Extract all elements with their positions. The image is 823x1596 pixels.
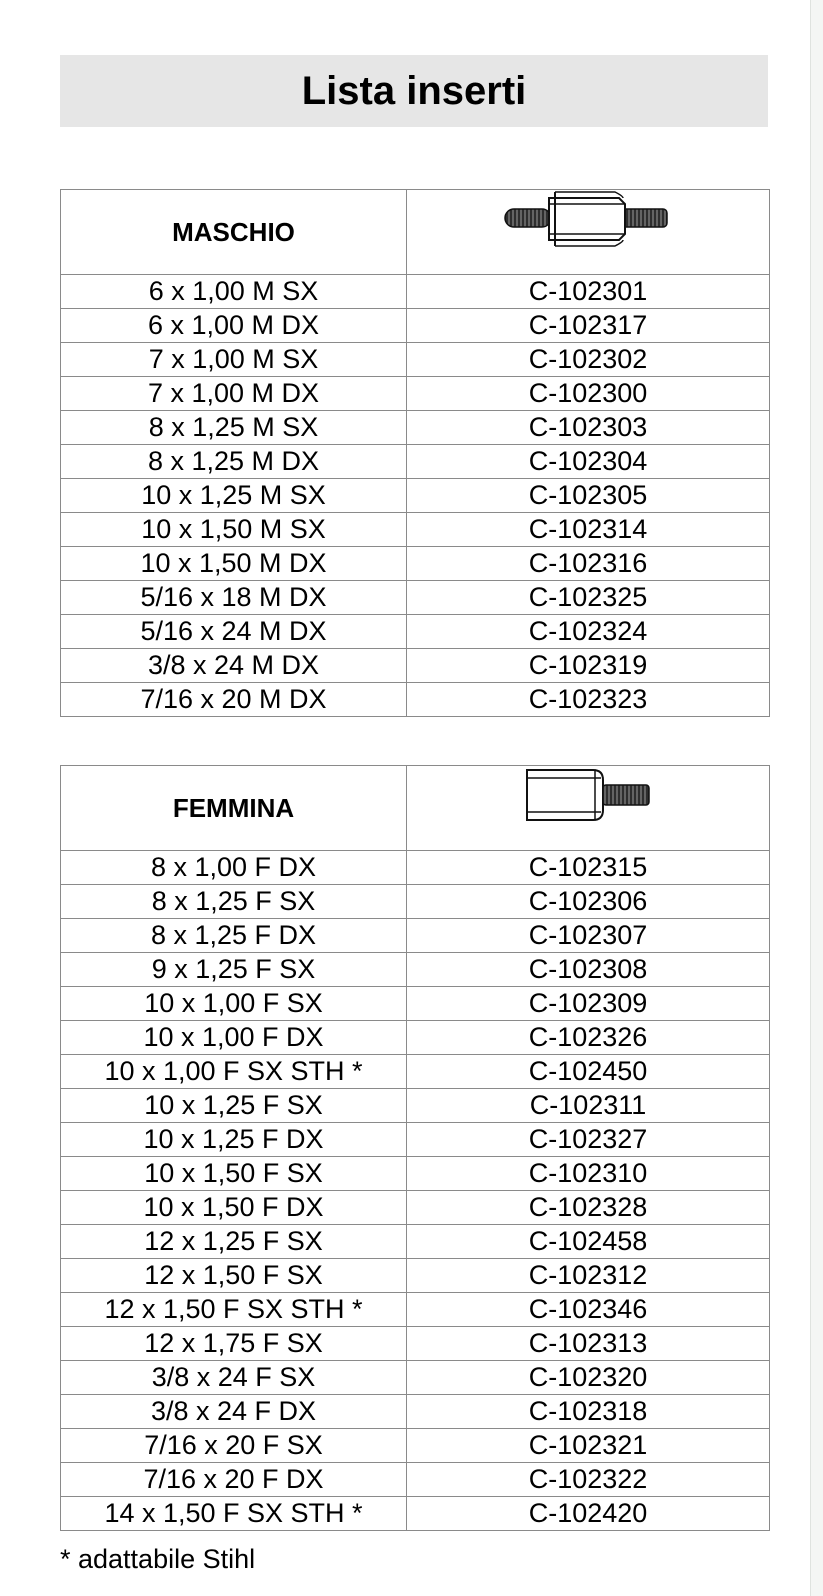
maschio-size-cell: 8 x 1,25 M DX [61,445,407,479]
maschio-code-cell: C-102323 [407,683,770,717]
maschio-size-cell: 10 x 1,50 M SX [61,513,407,547]
femmina-row [61,1021,770,1055]
femmina-size-cell: 8 x 1,25 F SX [61,885,407,919]
femmina-row [61,1055,770,1089]
maschio-row [61,615,770,649]
maschio-row [61,513,770,547]
maschio-row [61,547,770,581]
femmina-row [61,987,770,1021]
femmina-row [61,885,770,919]
femmina-size-cell: 10 x 1,00 F SX [61,987,407,1021]
maschio-size-cell: 7/16 x 20 M DX [61,683,407,717]
maschio-row [61,343,770,377]
femmina-size-cell: 7/16 x 20 F SX [61,1429,407,1463]
femmina-code-cell: C-102310 [407,1157,770,1191]
femmina-row [61,1225,770,1259]
femmina-code-cell: C-102309 [407,987,770,1021]
femmina-size-cell: 10 x 1,00 F DX [61,1021,407,1055]
femmina-code-cell: C-102312 [407,1259,770,1293]
maschio-code-cell: C-102304 [407,445,770,479]
femmina-size-cell: 12 x 1,50 F SX [61,1259,407,1293]
femmina-code-cell: C-102420 [407,1497,770,1531]
male-insert-image-cell [407,190,770,275]
femmina-row [61,1497,770,1531]
femmina-table [60,765,770,1531]
femmina-size-cell: 9 x 1,25 F SX [61,953,407,987]
femmina-size-cell: 12 x 1,50 F SX STH * [61,1293,407,1327]
femmina-row [61,953,770,987]
femmina-row [61,1429,770,1463]
page-title: Lista inserti [301,68,527,113]
femmina-code-cell: C-102306 [407,885,770,919]
femmina-size-cell: 10 x 1,25 F SX [61,1089,407,1123]
femmina-header-row [61,766,770,851]
maschio-code-cell: C-102301 [407,275,770,309]
femmina-row [61,1293,770,1327]
femmina-row [61,1123,770,1157]
maschio-code-cell: C-102324 [407,615,770,649]
femmina-size-cell: 10 x 1,25 F DX [61,1123,407,1157]
femmina-size-cell: 14 x 1,50 F SX STH * [61,1497,407,1531]
maschio-size-cell: 5/16 x 18 M DX [61,581,407,615]
femmina-row [61,1191,770,1225]
maschio-code-cell: C-102325 [407,581,770,615]
maschio-code-cell: C-102314 [407,513,770,547]
femmina-row [61,1089,770,1123]
maschio-row [61,683,770,717]
maschio-header: MASCHIO [61,190,407,275]
maschio-code-cell: C-102302 [407,343,770,377]
femmina-code-cell: C-102313 [407,1327,770,1361]
femmina-size-cell: 8 x 1,25 F DX [61,919,407,953]
maschio-code-cell: C-102316 [407,547,770,581]
femmina-size-cell: 8 x 1,00 F DX [61,851,407,885]
femmina-row [61,1361,770,1395]
maschio-code-cell: C-102303 [407,411,770,445]
femmina-row [61,1395,770,1429]
femmina-row [61,919,770,953]
male-insert-icon [503,190,673,248]
femmina-size-cell: 3/8 x 24 F SX [61,1361,407,1395]
femmina-size-cell: 10 x 1,00 F SX STH * [61,1055,407,1089]
maschio-row [61,275,770,309]
femmina-code-cell: C-102346 [407,1293,770,1327]
maschio-size-cell: 6 x 1,00 M SX [61,275,407,309]
maschio-code-cell: C-102300 [407,377,770,411]
femmina-row [61,1157,770,1191]
femmina-row [61,1463,770,1497]
maschio-size-cell: 10 x 1,25 M SX [61,479,407,513]
femmina-row [61,851,770,885]
femmina-code-cell: C-102311 [407,1089,770,1123]
femmina-row [61,1327,770,1361]
femmina-size-cell: 3/8 x 24 F DX [61,1395,407,1429]
maschio-code-cell: C-102305 [407,479,770,513]
maschio-size-cell: 6 x 1,00 M DX [61,309,407,343]
femmina-size-cell: 12 x 1,25 F SX [61,1225,407,1259]
femmina-size-cell: 12 x 1,75 F SX [61,1327,407,1361]
maschio-size-cell: 7 x 1,00 M DX [61,377,407,411]
maschio-row [61,649,770,683]
maschio-code-cell: C-102319 [407,649,770,683]
femmina-row [61,1259,770,1293]
femmina-code-cell: C-102320 [407,1361,770,1395]
maschio-size-cell: 3/8 x 24 M DX [61,649,407,683]
maschio-row [61,411,770,445]
femmina-size-cell: 10 x 1,50 F DX [61,1191,407,1225]
femmina-code-cell: C-102322 [407,1463,770,1497]
maschio-table [60,189,770,717]
maschio-code-cell: C-102317 [407,309,770,343]
female-insert-image-cell [407,766,770,851]
femmina-code-cell: C-102321 [407,1429,770,1463]
page-edge [810,0,823,1596]
maschio-row [61,445,770,479]
maschio-header-row [61,190,770,275]
maschio-row [61,581,770,615]
femmina-code-cell: C-102308 [407,953,770,987]
femmina-code-cell: C-102315 [407,851,770,885]
maschio-size-cell: 7 x 1,00 M SX [61,343,407,377]
female-insert-icon [523,766,653,824]
femmina-code-cell: C-102450 [407,1055,770,1089]
maschio-row [61,479,770,513]
femmina-code-cell: C-102458 [407,1225,770,1259]
maschio-size-cell: 5/16 x 24 M DX [61,615,407,649]
title-banner [60,55,768,127]
femmina-code-cell: C-102327 [407,1123,770,1157]
maschio-size-cell: 10 x 1,50 M DX [61,547,407,581]
femmina-code-cell: C-102326 [407,1021,770,1055]
maschio-row [61,377,770,411]
maschio-row [61,309,770,343]
femmina-size-cell: 10 x 1,50 F SX [61,1157,407,1191]
femmina-code-cell: C-102318 [407,1395,770,1429]
femmina-code-cell: C-102307 [407,919,770,953]
maschio-size-cell: 8 x 1,25 M SX [61,411,407,445]
femmina-size-cell: 7/16 x 20 F DX [61,1463,407,1497]
femmina-header: FEMMINA [61,766,407,851]
femmina-code-cell: C-102328 [407,1191,770,1225]
footnote: * adattabile Stihl [60,1544,256,1574]
